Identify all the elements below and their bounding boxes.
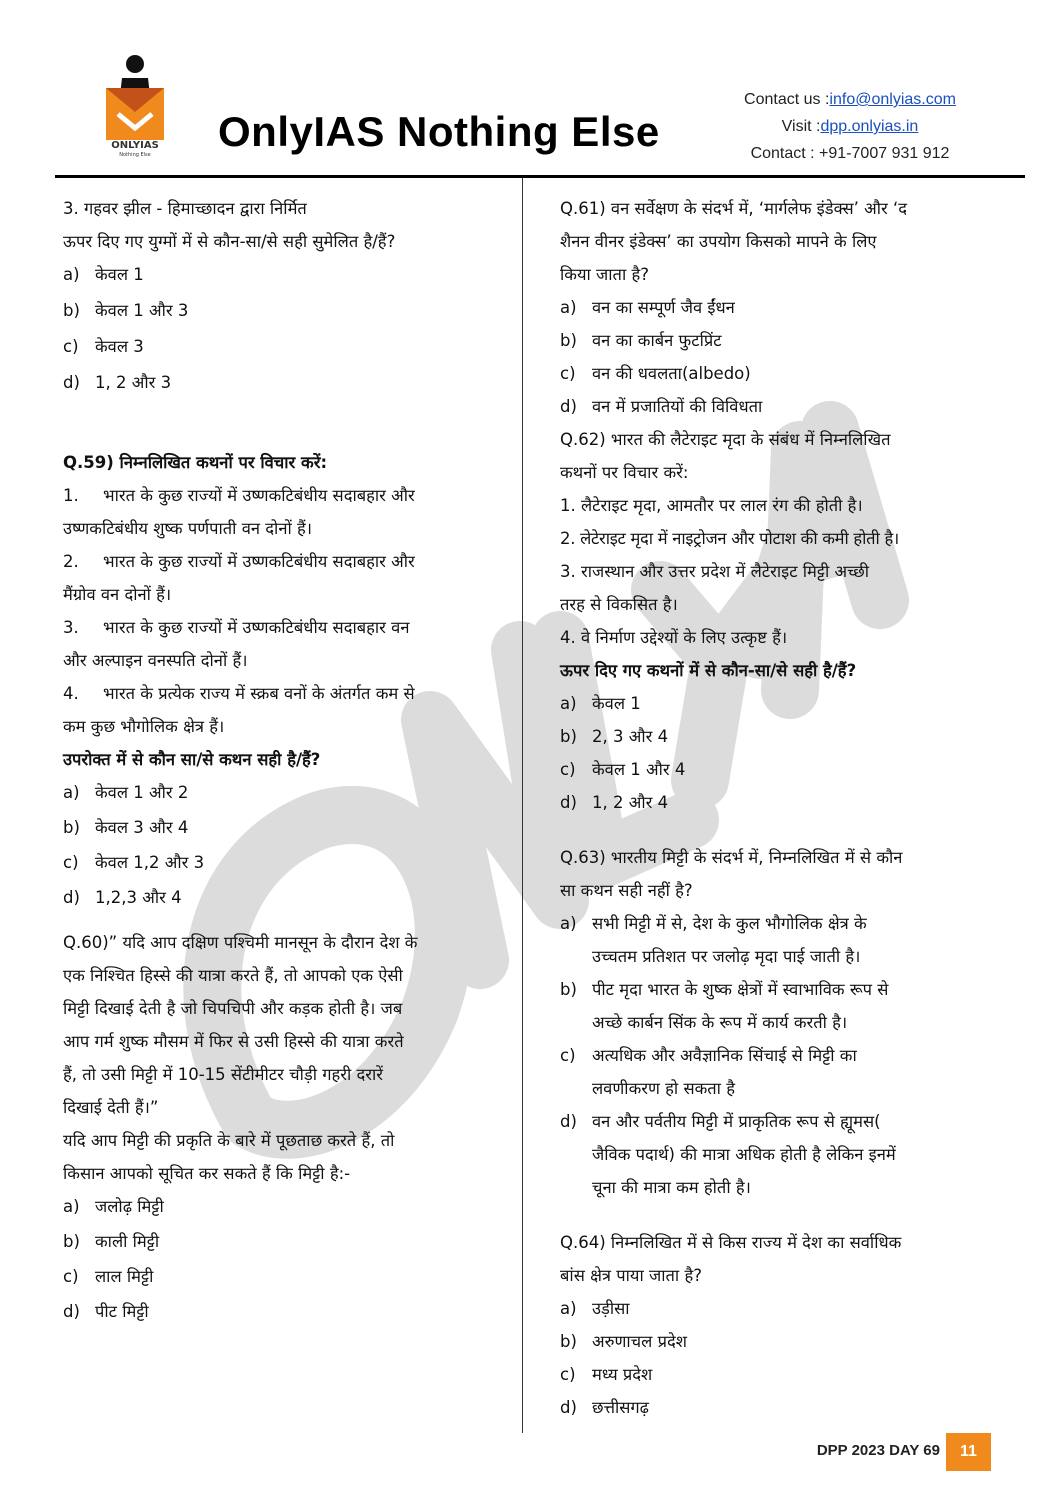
q63-line: सा कथन सही नहीं है? [560, 881, 693, 900]
option[interactable] [560, 907, 1000, 973]
statement-number: 1. [63, 486, 79, 505]
contact-email-link[interactable]: info@onlyias.com [829, 91, 956, 108]
option[interactable] [560, 1105, 1000, 1204]
footer-label: DPP 2023 DAY 69 [816, 1442, 940, 1459]
q61-options [560, 291, 1000, 423]
statement: 4. वे निर्माण उद्देश्यों के लिए उत्कृष्ट हैं। [560, 628, 788, 647]
q59-options [63, 776, 508, 916]
logo-text: ONLYIAS [111, 140, 159, 151]
option[interactable] [560, 324, 1000, 357]
option-text: जैविक पदार्थ) की मात्रा अधिक होती है लेकिन इनमें [592, 1145, 896, 1164]
option-text: मध्य प्रदेश [592, 1365, 653, 1384]
option[interactable] [560, 973, 1000, 1039]
q64-line: Q.64) निम्नलिखित में से किस राज्य में देश का सर्वाधिक [560, 1233, 902, 1252]
q59-statement-3 [63, 611, 508, 644]
option[interactable] [560, 1039, 1000, 1105]
option-text: केवल 1 और 3 [95, 301, 189, 320]
q60-line: एक निश्चित हिस्से की यात्रा करते हैं, तो आपको एक ऐसी [63, 966, 403, 985]
page-number: 11 [946, 1433, 991, 1471]
option[interactable] [63, 1295, 508, 1330]
option-text: लवणीकरण हो सकता है [592, 1079, 735, 1098]
q63-line: Q.63) भारतीय मिट्टी के संदर्भ में, निम्नलिखित में से कौन [560, 848, 903, 867]
option-text: केवल 1 और 4 [592, 760, 686, 779]
q59-ask: उपरोक्त में से कौन सा/से कथन सही है/हैं? [63, 750, 321, 769]
visit-label: Visit : [781, 118, 821, 135]
option-text: पीट मिट्टी [95, 1302, 149, 1321]
option[interactable] [63, 846, 508, 881]
option-label: a) [560, 298, 577, 317]
option[interactable] [560, 390, 1000, 423]
statement-text: भारत के प्रत्येक राज्य में स्क्रब वनों के अंतर्गत कम से [103, 684, 415, 703]
statement: 2. लेटेराइट मृदा में नाइट्रोजन और पोटाश की कमी होती है। [560, 529, 899, 548]
option-text: केवल 1 [592, 694, 641, 713]
statement-text-cont: कम कुछ भौगोलिक क्षेत्र हैं। [63, 717, 225, 736]
statement-number: 3. [63, 618, 79, 637]
option-text: केवल 1 और 2 [95, 783, 189, 802]
option-text: उच्चतम प्रतिशत पर जलोढ़ मृदा पाई जाती है। [592, 947, 861, 966]
option-label: b) [560, 727, 577, 746]
option-label: a) [63, 1197, 80, 1216]
statement: तरह से विकसित है। [560, 595, 678, 614]
option-label: b) [63, 301, 80, 320]
q64-line: बांस क्षेत्र पाया जाता है? [560, 1266, 702, 1285]
q60-options [63, 1190, 508, 1330]
option[interactable] [560, 357, 1000, 390]
option-text: जलोढ़ मिट्टी [95, 1197, 164, 1216]
option-text: केवल 3 [95, 337, 144, 356]
option-label: d) [63, 888, 80, 907]
q60-line: दिखाई देती हैं।” [63, 1098, 159, 1117]
option-label: b) [560, 1332, 577, 1351]
q61-line: Q.61) वन सर्वेक्षण के संदर्भ में, ‘मार्गलेफ इंडेक्स’ और ‘द [560, 199, 908, 218]
statement-text-cont: और अल्पाइन वनस्पति दोनों हैं। [63, 651, 248, 670]
option-label: b) [63, 818, 80, 837]
statement-number: 2. [63, 552, 79, 571]
option[interactable] [560, 720, 1000, 753]
column-divider [522, 178, 523, 1433]
option[interactable] [63, 330, 508, 366]
option[interactable] [560, 1358, 1000, 1391]
option-label: c) [560, 1365, 576, 1384]
statement-text: भारत के कुछ राज्यों में उष्णकटिबंधीय सदाबहार वन [103, 618, 410, 637]
option-label: d) [560, 1398, 577, 1417]
option-label: c) [560, 760, 576, 779]
option-label: d) [560, 793, 577, 812]
q61-text [560, 192, 1000, 291]
q59-statement-2 [63, 545, 508, 578]
option[interactable] [560, 786, 1000, 819]
option-label: b) [560, 331, 577, 350]
option-text: वन की धवलता(albedo) [592, 364, 751, 383]
option[interactable] [63, 258, 508, 294]
right-column [560, 192, 1000, 1424]
option[interactable] [63, 1260, 508, 1295]
option-label: c) [560, 364, 576, 383]
q62-line: Q.62) भारत की लैटेराइट मृदा के संबंध में निम्नलिखित [560, 430, 891, 449]
page-header [0, 0, 1058, 185]
q63-options [560, 907, 1000, 1204]
option-label: d) [560, 1112, 577, 1131]
q62-line: कथनों पर विचार करें: [560, 463, 689, 482]
option-label: a) [560, 1299, 577, 1318]
option[interactable] [560, 1292, 1000, 1325]
option-text: केवल 1 [95, 265, 144, 284]
option-text: सभी मिट्टी में से, देश के कुल भौगोलिक क्षेत्र के [592, 914, 867, 933]
q64-text [560, 1226, 1000, 1292]
option-text: 1, 2 और 4 [592, 793, 669, 812]
q61-line: शैनन वीनर इंडेक्स’ का उपयोग किसको मापने के लिए [560, 232, 877, 251]
option-text: अत्यधिक और अवैज्ञानिक सिंचाई से मिट्टी का [592, 1046, 857, 1065]
option[interactable] [63, 1190, 508, 1225]
q62-text [560, 423, 1000, 489]
header-divider [55, 175, 1025, 178]
option-label: c) [63, 1267, 79, 1286]
logo-subtext: Nothing Else [119, 152, 151, 158]
option-text: केवल 1,2 और 3 [95, 853, 205, 872]
option[interactable] [63, 881, 508, 916]
option-text: वन का कार्बन फुटप्रिंट [592, 331, 722, 350]
brand-title: OnlyIAS Nothing Else [218, 108, 660, 155]
option-text: वन में प्रजातियों की विविधता [592, 397, 763, 416]
option[interactable] [63, 776, 508, 811]
q60-line: आप गर्म शुष्क मौसम में फिर से उसी हिस्से की यात्रा करते [63, 1032, 404, 1051]
option-text: केवल 3 और 4 [95, 818, 189, 837]
q60-line: यदि आप मिट्टी की प्रकृति के बारे में पूछताछ करते हैं, तो [63, 1131, 395, 1150]
option[interactable] [560, 687, 1000, 720]
option[interactable] [63, 366, 508, 402]
page-footer [0, 1430, 1058, 1470]
statement-text: भारत के कुछ राज्यों में उष्णकटिबंधीय सदाबहार और [103, 552, 415, 571]
option-text: 1, 2 और 3 [95, 373, 172, 392]
option-label: c) [63, 853, 79, 872]
option-text: काली मिट्टी [95, 1232, 160, 1251]
option-label: a) [560, 694, 577, 713]
option-label: d) [560, 397, 577, 416]
phone-text: Contact : +91-7007 931 912 [750, 145, 950, 162]
option-text: अरुणाचल प्रदेश [592, 1332, 687, 1351]
contact-block [700, 86, 1000, 167]
statement-text-cont: मैंग्रोव वन दोनों हैं। [63, 585, 172, 604]
statement: 3. राजस्थान और उत्तर प्रदेश में लैटेराइट मिट्टी अच्छी [560, 562, 870, 581]
option-text: अच्छे कार्बन सिंक के रूप में कार्य करती है। [592, 1013, 848, 1032]
option-label: d) [63, 373, 80, 392]
pair-3: 3. गहवर झील - हिमाच्छादन द्वारा निर्मित [63, 199, 307, 218]
q63-text [560, 841, 1000, 907]
option-label: a) [560, 914, 577, 933]
contact-label: Contact us : [744, 91, 830, 108]
q60-text [63, 926, 508, 1190]
q59-heading: Q.59) निम्नलिखित कथनों पर विचार करें: [63, 453, 328, 472]
left-column [63, 192, 508, 1330]
statement-number: 4. [63, 684, 79, 703]
q64-options [560, 1292, 1000, 1424]
option-text: पीट मृदा भारत के शुष्क क्षेत्रों में स्वाभाविक रूप से [592, 980, 889, 999]
option-label: c) [560, 1046, 576, 1065]
option[interactable] [560, 1325, 1000, 1358]
option[interactable] [63, 811, 508, 846]
option[interactable] [560, 291, 1000, 324]
q58-options [63, 258, 508, 402]
option-text: वन का सम्पूर्ण जैव ईंधन [592, 298, 735, 317]
q61-line: किया जाता है? [560, 265, 649, 284]
q62-ask: ऊपर दिए गए कथनों में से कौन-सा/से सही है/हैं? [560, 661, 857, 680]
option-text: 1,2,3 और 4 [95, 888, 182, 907]
q60-line: हैं, तो उसी मिट्टी में 10-15 सेंटीमीटर चौड़ी गहरी दरारें [63, 1065, 384, 1084]
q59-statement-1 [63, 479, 508, 512]
option-label: b) [560, 980, 577, 999]
option-text: चूना की मात्रा कम होती है। [592, 1178, 751, 1197]
q60-line: किसान आपको सूचित कर सकते हैं कि मिट्टी है:- [63, 1164, 351, 1183]
visit-url-link[interactable]: dpp.onlyias.in [820, 118, 919, 135]
option-text: उड़ीसा [592, 1299, 630, 1318]
statement: 1. लैटेराइट मृदा, आमतौर पर लाल रंग की होती है। [560, 496, 863, 515]
q62-options [560, 687, 1000, 819]
q58-ask: ऊपर दिए गए युग्मों में से कौन-सा/से सही सुमेलित है/हैं? [63, 232, 396, 251]
option-text: 2, 3 और 4 [592, 727, 669, 746]
q59-statement-4 [63, 677, 508, 710]
option-label: c) [63, 337, 79, 356]
option-label: a) [63, 783, 80, 802]
statement-text: भारत के कुछ राज्यों में उष्णकटिबंधीय सदाबहार और [103, 486, 415, 505]
option-label: b) [63, 1232, 80, 1251]
q60-line: मिट्टी दिखाई देती है जो चिपचिपी और कड़क होती है। जब [63, 999, 403, 1018]
option[interactable] [560, 753, 1000, 786]
option-label: d) [63, 1302, 80, 1321]
option-text: लाल मिट्टी [95, 1267, 154, 1286]
option-text: छत्तीसगढ़ [592, 1398, 649, 1417]
statement-text-cont: उष्णकटिबंधीय शुष्क पर्णपाती वन दोनों हैं। [63, 519, 313, 538]
option[interactable] [560, 1391, 1000, 1424]
option[interactable] [63, 294, 508, 330]
q62-statements [560, 489, 1000, 654]
option-text: वन और पर्वतीय मिट्टी में प्राकृतिक रूप से ह्यूमस( [592, 1112, 881, 1131]
q60-line: Q.60)” यदि आप दक्षिण पश्चिमी मानसून के दौरान देश के [63, 933, 418, 952]
option-label: a) [63, 265, 80, 284]
option[interactable] [63, 1225, 508, 1260]
